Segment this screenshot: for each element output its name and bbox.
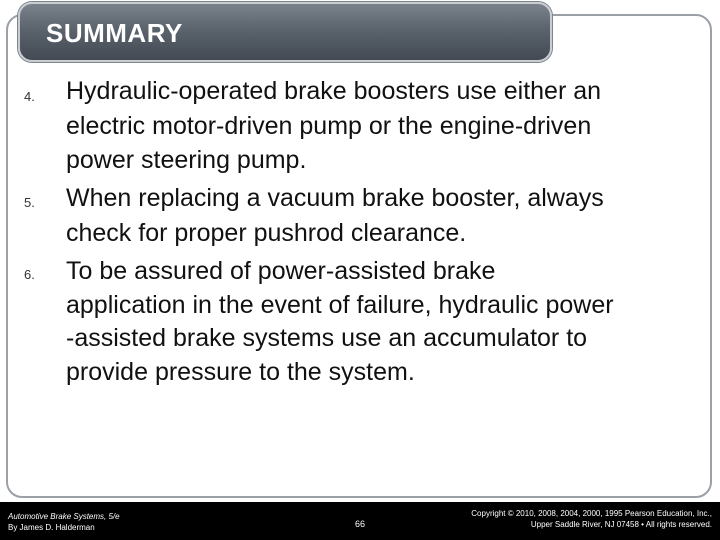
footer-book-title: Automotive Brake Systems, 5/e — [8, 512, 120, 521]
item-line: provide pressure to the system. — [66, 358, 415, 386]
footer-book-info — [8, 511, 120, 533]
footer-bar — [0, 502, 720, 540]
item-line: To be assured of power-assisted brake — [66, 257, 496, 285]
item-line: When replacing a vacuum brake booster, always — [66, 184, 604, 212]
item-number: 5. — [24, 195, 35, 210]
item-number: 6. — [24, 267, 35, 282]
copyright-line-1: Copyright © 2010, 2008, 2004, 2000, 1995 Pearson Education, Inc., — [471, 509, 712, 518]
slide-title: SUMMARY — [46, 18, 183, 48]
item-number: 4. — [24, 89, 35, 104]
copyright-line-2: Upper Saddle River, NJ 07458 • All rights reserved. — [530, 520, 712, 529]
item-line: Hydraulic-operated brake boosters use either an — [66, 77, 602, 105]
footer-copyright — [471, 508, 712, 530]
item-line: check for proper pushrod clearance. — [66, 219, 467, 247]
item-line: application in the event of failure, hydraulic power — [66, 291, 614, 319]
item-line: -assisted brake systems use an accumulator to — [66, 324, 588, 352]
page-number: 66 — [355, 519, 366, 529]
footer-author: By James D. Halderman — [8, 523, 95, 532]
item-line: electric motor-driven pump or the engine-driven — [66, 112, 592, 140]
item-line: power steering pump. — [66, 146, 307, 174]
